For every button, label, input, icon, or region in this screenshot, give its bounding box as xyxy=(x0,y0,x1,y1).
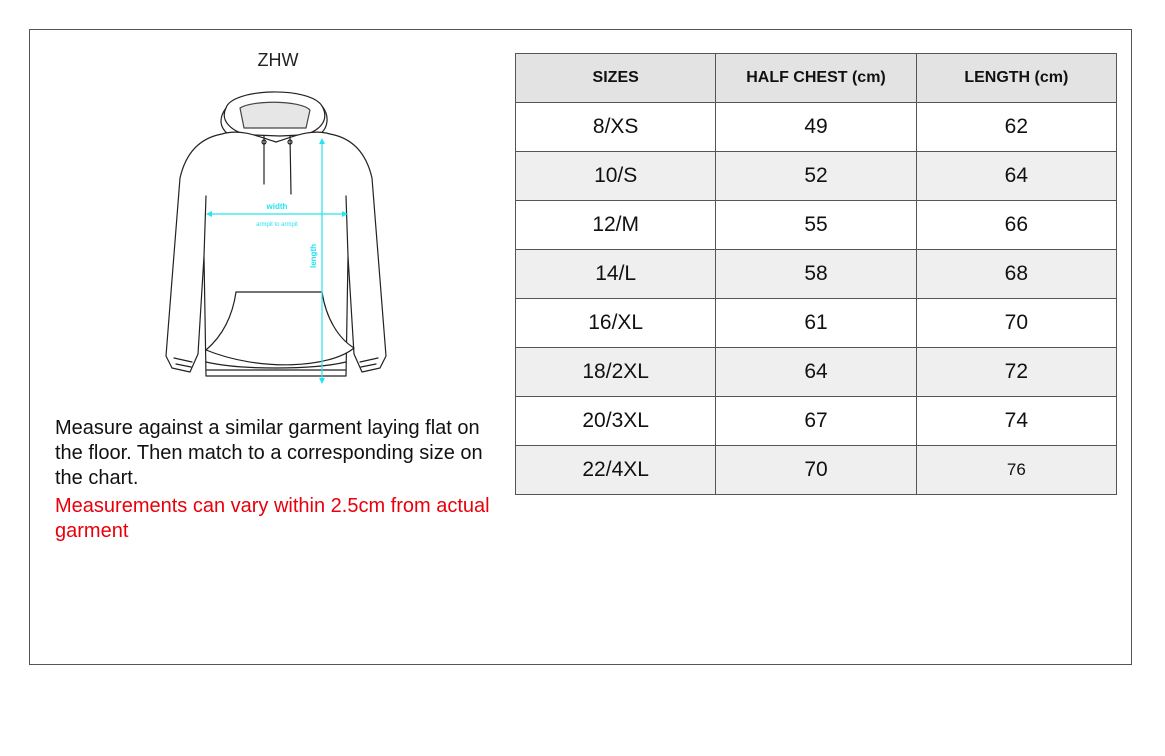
half-chest-cell: 52 xyxy=(716,152,916,201)
size-cell: 22/4XL xyxy=(516,446,716,495)
half-chest-cell: 61 xyxy=(716,299,916,348)
length-label: length xyxy=(309,244,318,268)
table-row xyxy=(516,201,1117,250)
measure-instructions: Measure against a similar garment laying flat on the floor. Then match to a corresponding size on the chart. xyxy=(55,417,483,489)
table-row xyxy=(516,299,1117,348)
brand-label: ZHW xyxy=(257,50,299,70)
table-header-row xyxy=(516,54,1117,103)
half-chest-cell: 55 xyxy=(716,201,916,250)
size-cell: 20/3XL xyxy=(516,397,716,446)
half-chest-cell: 67 xyxy=(716,397,916,446)
length-cell: 74 xyxy=(916,397,1116,446)
size-cell: 10/S xyxy=(516,152,716,201)
size-cell: 16/XL xyxy=(516,299,716,348)
measurement-warning: Measurements can vary within 2.5cm from actual garment xyxy=(55,495,490,542)
armpit-label: armpit to armpit xyxy=(256,222,298,228)
table-row xyxy=(516,348,1117,397)
size-cell: 12/M xyxy=(516,201,716,250)
table-row xyxy=(516,250,1117,299)
length-cell: 70 xyxy=(916,299,1116,348)
size-cell: 18/2XL xyxy=(516,348,716,397)
table-row xyxy=(516,397,1117,446)
table-row xyxy=(516,103,1117,152)
hoodie-diagram xyxy=(160,86,392,392)
length-cell: 62 xyxy=(916,103,1116,152)
half-chest-cell: 58 xyxy=(716,250,916,299)
half-chest-cell: 70 xyxy=(716,446,916,495)
length-cell: 68 xyxy=(916,250,1116,299)
half-chest-cell: 49 xyxy=(716,103,916,152)
length-cell: 76 xyxy=(916,446,1116,495)
header-half-chest: HALF CHEST (cm) xyxy=(716,54,916,103)
size-cell: 14/L xyxy=(516,250,716,299)
size-cell: 8/XS xyxy=(516,103,716,152)
width-label: width xyxy=(266,202,288,211)
header-sizes: SIZES xyxy=(516,54,716,103)
table-row xyxy=(516,446,1117,495)
length-cell: 66 xyxy=(916,201,1116,250)
header-length: LENGTH (cm) xyxy=(916,54,1116,103)
length-cell: 64 xyxy=(916,152,1116,201)
table-row xyxy=(516,152,1117,201)
half-chest-cell: 64 xyxy=(716,348,916,397)
size-chart-table xyxy=(515,53,1117,495)
length-cell: 72 xyxy=(916,348,1116,397)
